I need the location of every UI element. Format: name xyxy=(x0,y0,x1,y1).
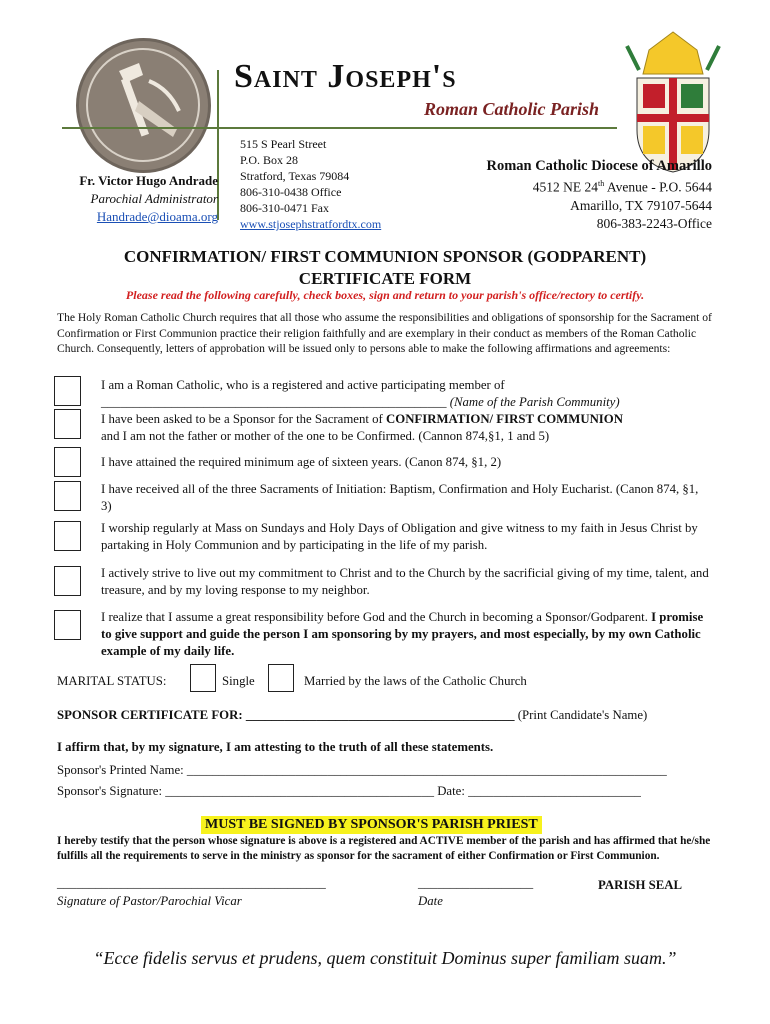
pastor-signature-label: Signature of Pastor/Parochial Vicar xyxy=(57,894,242,908)
parish-name: Saint Joseph's xyxy=(234,58,457,95)
form-intro: The Holy Roman Catholic Church requires that all those who assume the responsibilities and obligations of sponsorship for the Sacrament of Confirmation or First Communion practice their religion faithfully and are exemplary in their conduct as members of the Roman Catholic Church. Consequently, letters of approbation will be issued only to persons able to make the following affirmations and agreements: xyxy=(57,311,712,355)
administrator-email-link[interactable]: Handrade@dioama.org xyxy=(96,209,218,224)
coat-of-arms-icon xyxy=(619,30,727,175)
affirmation-checkbox-5[interactable] xyxy=(54,521,81,551)
diocese-name: Roman Catholic Diocese of Amarillo xyxy=(486,158,712,174)
administrator-title: Parochial Administrator xyxy=(90,191,218,206)
pastor-date-label: Date xyxy=(418,894,443,908)
administrator-name: Fr. Victor Hugo Andrade xyxy=(79,173,218,188)
affirmation-checkbox-1[interactable] xyxy=(54,376,81,406)
sponsor-signature-row: Sponsor's Signature: __________________________________________ Date: ___________________________ xyxy=(57,784,641,798)
affirmation-checkbox-7[interactable] xyxy=(54,610,81,640)
affirmation-checkbox-3[interactable] xyxy=(54,447,81,477)
affirmation-5: I worship regularly at Mass on Sundays and Holy Days of Obligation and give witness to my faith in Jesus Christ by partaking in Holy Communion and by participating in the life of my parish. xyxy=(101,521,698,552)
address-line: 806-310-0438 Office xyxy=(240,185,342,199)
sponsor-certificate-for: SPONSOR CERTIFICATE FOR: __________________________________________ (Print Candidate's Name) xyxy=(57,708,648,722)
carpenter-tools-icon xyxy=(79,41,208,170)
diocese-phone-line: 806-383-2243-Office xyxy=(596,215,712,231)
sponsor-printed-name-field[interactable]: ___________________________________________________________________________ xyxy=(186,763,667,777)
affirm-statement: I affirm that, by my signature, I am attesting to the truth of all these statements. xyxy=(57,740,494,754)
marital-status-label: MARITAL STATUS: xyxy=(57,674,167,688)
diocese-crest xyxy=(619,30,727,175)
diocese-city-line: Amarillo, TX 79107-5644 xyxy=(570,197,712,213)
affirmation-2: I have been asked to be a Sponsor for the Sacrament of CONFIRMATION/ FIRST COMMUNION and I am not the father or mother of the one to be Confirmed. (Cannon 874,§1, 1 and 5) xyxy=(101,412,623,443)
administrator-info xyxy=(60,172,218,226)
single-checkbox[interactable] xyxy=(190,664,216,692)
single-label: Single xyxy=(222,674,255,688)
form-title: CONFIRMATION/ FIRST COMMUNION SPONSOR (GODPARENT) CERTIFICATE FORM xyxy=(123,247,647,288)
sponsor-date-field[interactable]: ___________________________ xyxy=(468,784,641,798)
diocese-address-line: 4512 NE 24th Avenue - P.O. 5644 xyxy=(532,179,712,195)
affirmation-4: I have received all of the three Sacraments of Initiation: Baptism, Confirmation and Holy Eucharist. (Canon 874, §1, 3) xyxy=(101,482,699,513)
married-checkbox[interactable] xyxy=(268,664,294,692)
address-line: 515 S Pearl Street xyxy=(240,137,327,151)
diocese-info xyxy=(440,157,712,233)
parish-seal-label: PARISH SEAL xyxy=(598,878,683,892)
affirmation-checkbox-2[interactable] xyxy=(54,409,81,439)
pastor-date-field[interactable]: __________________ xyxy=(418,876,534,890)
affirmation-6: I actively strive to live out my commitment to Christ and to the Church by the sacrificial giving of my time, talent, and treasure, and by my loving response to my neighbor. xyxy=(101,566,709,597)
pastor-signature-field[interactable]: __________________________________________ xyxy=(57,876,326,890)
address-line: 806-310-0471 Fax xyxy=(240,201,329,215)
married-label: Married by the laws of the Catholic Church xyxy=(304,674,527,688)
parish-subtitle: Roman Catholic Parish xyxy=(424,99,600,119)
address-line: Stratford, Texas 79084 xyxy=(240,169,350,183)
header-horizontal-rule xyxy=(62,127,617,129)
parish-address xyxy=(240,136,381,232)
affirmation-7: I realize that I assume a great responsibility before God and the Church in becoming a Sponsor/Godparent. I promise to give support and guide the person I am sponsoring by my prayers, and most especially, by my own Catholic example of my daily life. xyxy=(101,610,704,658)
form-instruction: Please read the following carefully, check boxes, sign and return to your parish's office/rectory to certify. xyxy=(125,288,645,302)
sponsor-signature-field[interactable]: __________________________________________ xyxy=(165,784,434,798)
affirmation-3: I have attained the required minimum age of sixteen years. (Canon 874, §1, 2) xyxy=(101,455,502,469)
sponsor-printed-name-row: Sponsor's Printed Name: ___________________________________________________________________________ xyxy=(57,763,667,777)
affirmation-checkbox-6[interactable] xyxy=(54,566,81,596)
address-line: P.O. Box 28 xyxy=(240,153,299,167)
parish-logo xyxy=(76,38,211,173)
affirmation-1: I am a Roman Catholic, who is a registered and active participating member of ______________________________________________________ (Name of the Parish Community) xyxy=(101,378,620,409)
candidate-name-field[interactable]: __________________________________________ xyxy=(245,708,515,722)
closing-quote: “Ecce fidelis servus et prudens, quem constituit Dominus super familiam suam.” xyxy=(93,948,677,968)
affirmation-checkbox-4[interactable] xyxy=(54,481,81,511)
priest-testimony: I hereby testify that the person whose signature is above is a registered and ACTIVE member of the parish and has affirmed that he/she fulfills all the requirements to serve in the ministry as sponsor for the sacrament of either Confirmation or First Communion. xyxy=(57,835,711,862)
website-link[interactable]: www.stjosephstratfordtx.com xyxy=(240,217,382,231)
priest-signature-banner: MUST BE SIGNED BY SPONSOR'S PARISH PRIEST xyxy=(201,816,542,834)
